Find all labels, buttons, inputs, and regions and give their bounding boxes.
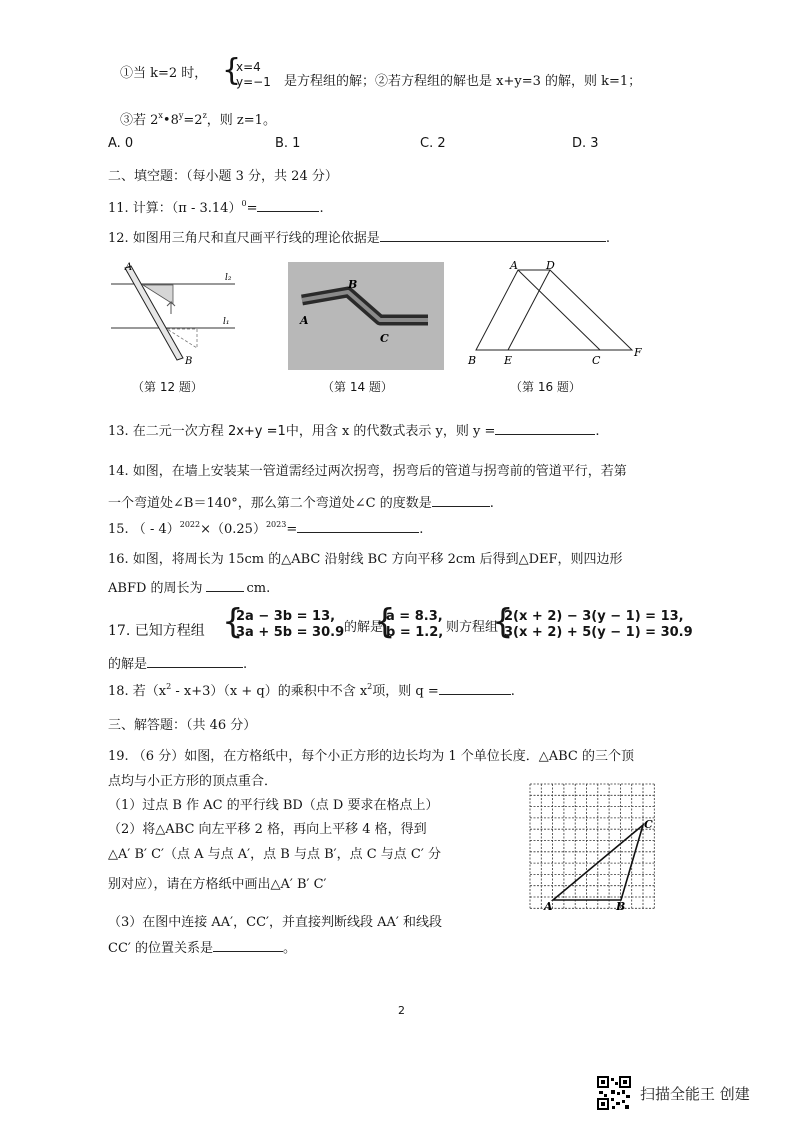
figure-12 <box>105 258 245 370</box>
figure-14 <box>288 262 444 370</box>
q15-text3: = <box>286 522 298 537</box>
fig12-label-l1: l₁ <box>223 317 230 327</box>
q17-brace-2: { <box>374 602 396 642</box>
caption-fig14: （第 14 题） <box>322 380 393 394</box>
q10-system <box>236 60 271 90</box>
q16-line1: 16. 如图，将周长为 15cm 的△ABC 沿射线 BC 方向平移 2cm 后得到△DEF，则四边形 <box>108 552 623 567</box>
segment-de <box>508 270 550 350</box>
q19-part3-line2 <box>108 937 296 956</box>
q11-text: 11. 计算：（π - 3.14） <box>108 201 242 216</box>
q13-answer-blank[interactable] <box>495 422 595 435</box>
fig12-label-a: A <box>125 262 133 273</box>
fig12-label-b: B <box>185 356 193 367</box>
q10-s3-mid2: =2 <box>183 113 203 128</box>
q12 <box>108 227 610 246</box>
q16-line2 <box>108 577 270 596</box>
q17-sys1-eq1: 2a − 3b = 13, <box>236 609 336 624</box>
q15-exp1: 2022 <box>179 520 201 529</box>
fig16-label-a: A <box>510 259 518 272</box>
q10-option-a: A. 0 <box>108 136 134 151</box>
q11-suffix: = <box>246 201 258 216</box>
q17-line2-text: 的解是 <box>108 657 148 672</box>
q17-system-2 <box>504 609 693 641</box>
q19-line1: 19. （6 分）如图，在方格纸中，每个小正方形的边长均为 1 个单位长度．△ABC 的三个顶 <box>108 749 635 764</box>
q14-line1: 14. 如图，在墙上安装某一管道需经过两次拐弯，拐弯后的管道与拐弯前的管道平行，若第 <box>108 464 627 479</box>
q14-line2 <box>108 492 494 511</box>
q13-text1: 13. 在二元一次方程 <box>108 424 224 439</box>
q19-part1: （1）过点 B 作 AC 的平行线 BD（点 D 要求在格点上） <box>108 798 439 813</box>
q18-text3: 项，则 q = <box>372 684 439 699</box>
q10-option-b: B. 1 <box>275 136 301 151</box>
q17-brace-1: { <box>222 602 244 642</box>
q18-end: . <box>510 684 515 699</box>
q19-part3-end: 。 <box>282 941 296 956</box>
q11-answer-blank[interactable] <box>257 199 319 212</box>
q14-answer-blank[interactable] <box>432 494 490 507</box>
fig16-label-d: D <box>546 259 555 272</box>
caption-fig12: （第 12 题） <box>132 380 203 394</box>
q15 <box>108 518 423 537</box>
q14-line2-text: 一个弯道处∠B＝140°，那么第二个弯道处∠C 的度数是 <box>108 496 432 511</box>
q14-end: . <box>489 496 494 511</box>
q19-answer-blank[interactable] <box>213 939 283 952</box>
q17-text1: 17. 已知方程组 <box>108 623 205 639</box>
figure-16 <box>462 258 658 370</box>
q17-sol-a: a = 8.3, <box>386 609 443 624</box>
fig16-label-c: C <box>592 354 601 367</box>
q11-exp: 0 <box>241 199 247 208</box>
q17-answer-blank[interactable] <box>147 655 243 668</box>
q17-brace-3: { <box>492 602 514 642</box>
q11 <box>108 197 324 216</box>
q13-text2: 中，用含 x 的代数式表示 y，则 y = <box>285 424 496 439</box>
q17-system-1 <box>236 609 344 641</box>
grid-label-a: A <box>544 900 553 913</box>
q10-s3-prefix: ③若 2 <box>120 113 159 128</box>
q17-sys2-eq2: 3(x + 2) + 5(y − 1) = 30.9 <box>504 625 693 640</box>
q17-line2 <box>108 653 247 672</box>
q19-grid-figure <box>520 774 666 920</box>
q10-s3-exp3: z <box>202 111 207 120</box>
q10-s3-exp2: y <box>178 111 184 120</box>
q17-sys1-eq2: 3a + 5b = 30.9 <box>236 625 345 640</box>
q19-part3-text: CC′ 的位置关系是 <box>108 941 213 956</box>
fig12-label-l2: l₂ <box>225 273 232 283</box>
q12-end: . <box>605 231 610 246</box>
q10-s3-suffix: ，则 z=1。 <box>206 113 276 128</box>
q10-s3-mid1: •8 <box>162 113 179 128</box>
caption-fig16: （第 16 题） <box>510 380 581 394</box>
q10-option-c: C. 2 <box>420 136 446 151</box>
q11-end: . <box>319 201 324 216</box>
q17-solution <box>386 609 443 641</box>
q10-brace: { <box>222 53 242 88</box>
q19-part2-line1: （2）将△ABC 向左平移 2 格，再向上平移 4 格，得到 <box>108 822 427 837</box>
fig16-label-b: B <box>468 354 477 367</box>
q10-s3-exp1: x <box>158 111 163 120</box>
fig16-label-f: F <box>634 346 642 359</box>
section2-title: 二、填空题：（每小题 3 分，共 24 分） <box>108 169 338 184</box>
q18-text2: - x+3）（x + q）的乘积中不含 x <box>171 684 368 699</box>
q15-exp2: 2023 <box>265 520 287 529</box>
q10-option-d: D. 3 <box>572 136 599 151</box>
q18-answer-blank[interactable] <box>439 682 511 695</box>
section3-title: 三、解答题：（共 46 分） <box>108 718 257 733</box>
q10-s1-prefix: ①当 k=2 时， <box>120 66 208 81</box>
q18-text1: 18. 若（x <box>108 684 167 699</box>
grid-lines <box>530 784 654 908</box>
q18-exp2: 2 <box>367 682 373 691</box>
q19-part2-line2: △A′ B′ C′（点 A 与点 A′，点 B 与点 B′，点 C 与点 C′ 分 <box>108 847 441 862</box>
grid-label-c: C <box>644 818 653 831</box>
q17-sys2-eq1: 2(x + 2) − 3(y − 1) = 13, <box>504 609 684 624</box>
quad-abfd <box>476 270 632 350</box>
q17-end: . <box>243 657 248 672</box>
fig14-label-c: C <box>380 332 389 345</box>
q13-end: . <box>595 424 600 439</box>
triangle-abc <box>553 825 643 900</box>
q10-statement-3 <box>120 109 276 128</box>
q18-exp1: 2 <box>166 682 172 691</box>
q15-answer-blank[interactable] <box>297 520 419 533</box>
qr-code-icon <box>597 1076 631 1110</box>
q18 <box>108 680 515 699</box>
page-number: 2 <box>398 1004 405 1017</box>
q12-answer-blank[interactable] <box>380 229 606 242</box>
q10-eq1: x=4 <box>236 60 261 74</box>
arrow-icon <box>167 302 175 314</box>
fig14-label-a: A <box>300 314 309 327</box>
q17-text2: 的解是 <box>344 620 384 635</box>
fig16-label-e: E <box>504 354 513 367</box>
fig14-label-b: B <box>348 278 358 291</box>
q16-unit: cm. <box>246 581 271 596</box>
q10-eq2: y=−1 <box>236 75 271 89</box>
q19-part2-line3: 别对应），请在方格纸中画出△A′ B′ C′ <box>108 877 327 892</box>
q13 <box>108 420 600 439</box>
q10-s1-mid: 是方程组的解；②若方程组的解也是 x+y=3 的解，则 k=1； <box>284 74 642 89</box>
q15-text2: ×（0.25） <box>200 522 266 537</box>
q19-part3-line1: （3）在图中连接 AA′，CC′，并直接判断线段 AA′ 和线段 <box>108 915 442 930</box>
q17-sol-b: b = 1.2, <box>386 625 444 640</box>
q16-line2-text: ABFD 的周长为 <box>108 581 203 596</box>
q15-text1: 15. （ - 4） <box>108 522 180 537</box>
q17-text3: 则方程组 <box>446 620 499 635</box>
segment-ac <box>518 270 600 350</box>
q16-answer-blank[interactable] <box>206 579 244 592</box>
q13-equation: 2x+y =1 <box>227 424 286 439</box>
ruler <box>125 266 183 360</box>
q19-line2: 点均与小正方形的顶点重合． <box>108 774 278 789</box>
footer-app-name: 扫描全能王 创建 <box>640 1085 750 1103</box>
q15-end: . <box>419 522 424 537</box>
q10-statement-1 <box>120 62 207 81</box>
grid-label-b: B <box>616 900 626 913</box>
q12-text: 12. 如图用三角尺和直尺画平行线的理论依据是 <box>108 231 380 246</box>
